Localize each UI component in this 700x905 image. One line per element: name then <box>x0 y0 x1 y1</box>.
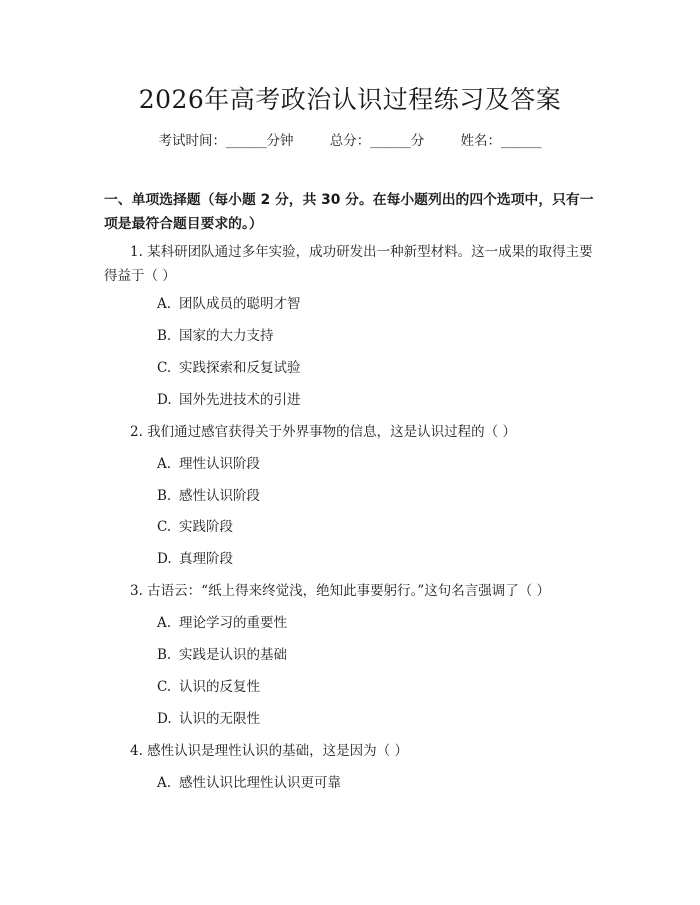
option-key: C. <box>157 679 172 695</box>
page-title: 2026年高考政治认识过程练习及答案 <box>138 85 562 114</box>
option-key: B. <box>157 647 172 663</box>
question-3-option-a <box>157 613 287 633</box>
question-2-option-b <box>157 486 260 506</box>
option-text: 实践是认识的基础 <box>179 647 287 663</box>
exam-time-field: 考试时间：______分钟 <box>158 133 294 149</box>
option-text: 理论学习的重要性 <box>179 615 287 631</box>
option-text: 感性认识阶段 <box>179 488 260 504</box>
option-key: D. <box>157 711 172 727</box>
option-text: 认识的无限性 <box>179 711 260 727</box>
section-heading: 一、单项选择题（每小题 2 分，共 30 分。在每小题列出的四个选项中，只有一项是最符合题目要求的。） <box>104 192 594 232</box>
question-2-option-d <box>157 549 233 569</box>
option-key: D. <box>157 392 172 408</box>
question-3-option-b <box>157 645 287 665</box>
question-1-option-b <box>157 326 274 346</box>
option-text: 实践阶段 <box>179 519 233 535</box>
option-text: 真理阶段 <box>179 551 233 567</box>
question-3-option-d <box>157 709 260 729</box>
question-3-stem: 3. 古语云：“纸上得来终觉浅，绝知此事要躬行。”这句名言强调了（ ） <box>130 583 551 599</box>
question-1-option-d <box>157 390 301 410</box>
option-key: D. <box>157 551 172 567</box>
question-1-option-a <box>157 294 301 314</box>
option-text: 团队成员的聪明才智 <box>179 296 301 312</box>
option-text: 理性认识阶段 <box>179 456 260 472</box>
question-2-stem: 2. 我们通过感官获得关于外界事物的信息，这是认识过程的（ ） <box>130 424 516 440</box>
option-text: 国家的大力支持 <box>179 328 274 344</box>
option-key: A. <box>157 296 172 312</box>
student-name-field: 姓名：______ <box>460 133 542 149</box>
option-text: 感性认识比理性认识更可靠 <box>179 775 341 791</box>
question-3-option-c <box>157 677 260 697</box>
question-1-stem: 1. 某科研团队通过多年实验，成功研发出一种新型材料。这一成果的取得主要得益于（ ） <box>104 244 593 284</box>
question-2-option-a <box>157 454 260 474</box>
option-key: C. <box>157 519 172 535</box>
question-1-option-c <box>157 358 301 378</box>
option-text: 实践探索和反复试验 <box>179 360 301 376</box>
question-4-option-a <box>157 773 341 793</box>
question-2-option-c <box>157 517 233 537</box>
option-key: A. <box>157 456 172 472</box>
option-key: A. <box>157 615 172 631</box>
total-score-field: 总分：______分 <box>329 133 425 149</box>
option-key: A. <box>157 775 172 791</box>
option-text: 国外先进技术的引进 <box>179 392 301 408</box>
option-text: 认识的反复性 <box>179 679 260 695</box>
question-4-stem: 4. 感性认识是理性认识的基础，这是因为（ ） <box>130 743 408 759</box>
option-key: C. <box>157 360 172 376</box>
option-key: B. <box>157 328 172 344</box>
exam-info-line <box>0 129 700 149</box>
option-key: B. <box>157 488 172 504</box>
